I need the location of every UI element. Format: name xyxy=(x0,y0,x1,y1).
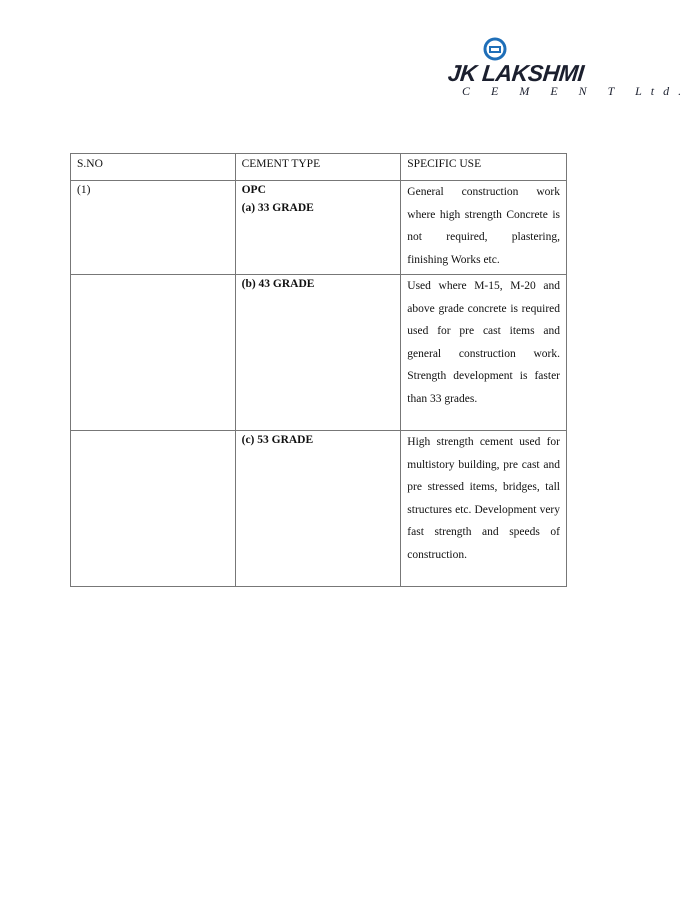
type-cell xyxy=(235,275,401,431)
type-grade: (c) 53 GRADE xyxy=(241,434,314,446)
sno-text: (1) xyxy=(77,184,91,196)
type-grade: (b) 43 GRADE xyxy=(241,278,315,290)
logo-emblem-icon xyxy=(482,38,508,62)
type-grade: (a) 33 GRADE xyxy=(241,202,314,214)
logo-wordmark: JK LAKSHMI xyxy=(446,60,585,86)
header-cell xyxy=(401,154,567,181)
type-cell xyxy=(235,181,401,275)
type-main: OPC xyxy=(241,184,266,196)
table-row xyxy=(71,275,567,431)
table-row xyxy=(71,181,567,275)
table-row xyxy=(71,431,567,587)
sno-cell xyxy=(71,275,236,431)
table-header-row xyxy=(71,154,567,181)
cement-table xyxy=(70,153,567,587)
header-specific-use: SPECIFIC USE xyxy=(407,158,482,170)
use-text: Used where M-15, M-20 and above grade concrete is required used for pre cast items and general construction work. Strength development is faster than 33 grades. xyxy=(407,280,560,405)
company-logo xyxy=(444,38,690,100)
header-cement-type: CEMENT TYPE xyxy=(241,158,321,170)
use-text: General construction work where high strength Concrete is not required, plastering, finishing Works etc. xyxy=(407,186,560,266)
sno-cell xyxy=(71,181,236,275)
header-cell xyxy=(235,154,401,181)
use-cell xyxy=(401,181,567,275)
use-text: High strength cement used for multistory building, pre cast and pre stressed items, bridges, tall structures etc. Development very fast strength and speeds of construction. xyxy=(407,436,560,561)
sno-cell xyxy=(71,431,236,587)
use-cell xyxy=(401,431,567,587)
type-cell xyxy=(235,431,401,587)
header-sno: S.NO xyxy=(77,158,103,170)
use-cell xyxy=(401,275,567,431)
logo-subtext: C E M E N T Ltd. xyxy=(462,84,690,98)
header-cell xyxy=(71,154,236,181)
